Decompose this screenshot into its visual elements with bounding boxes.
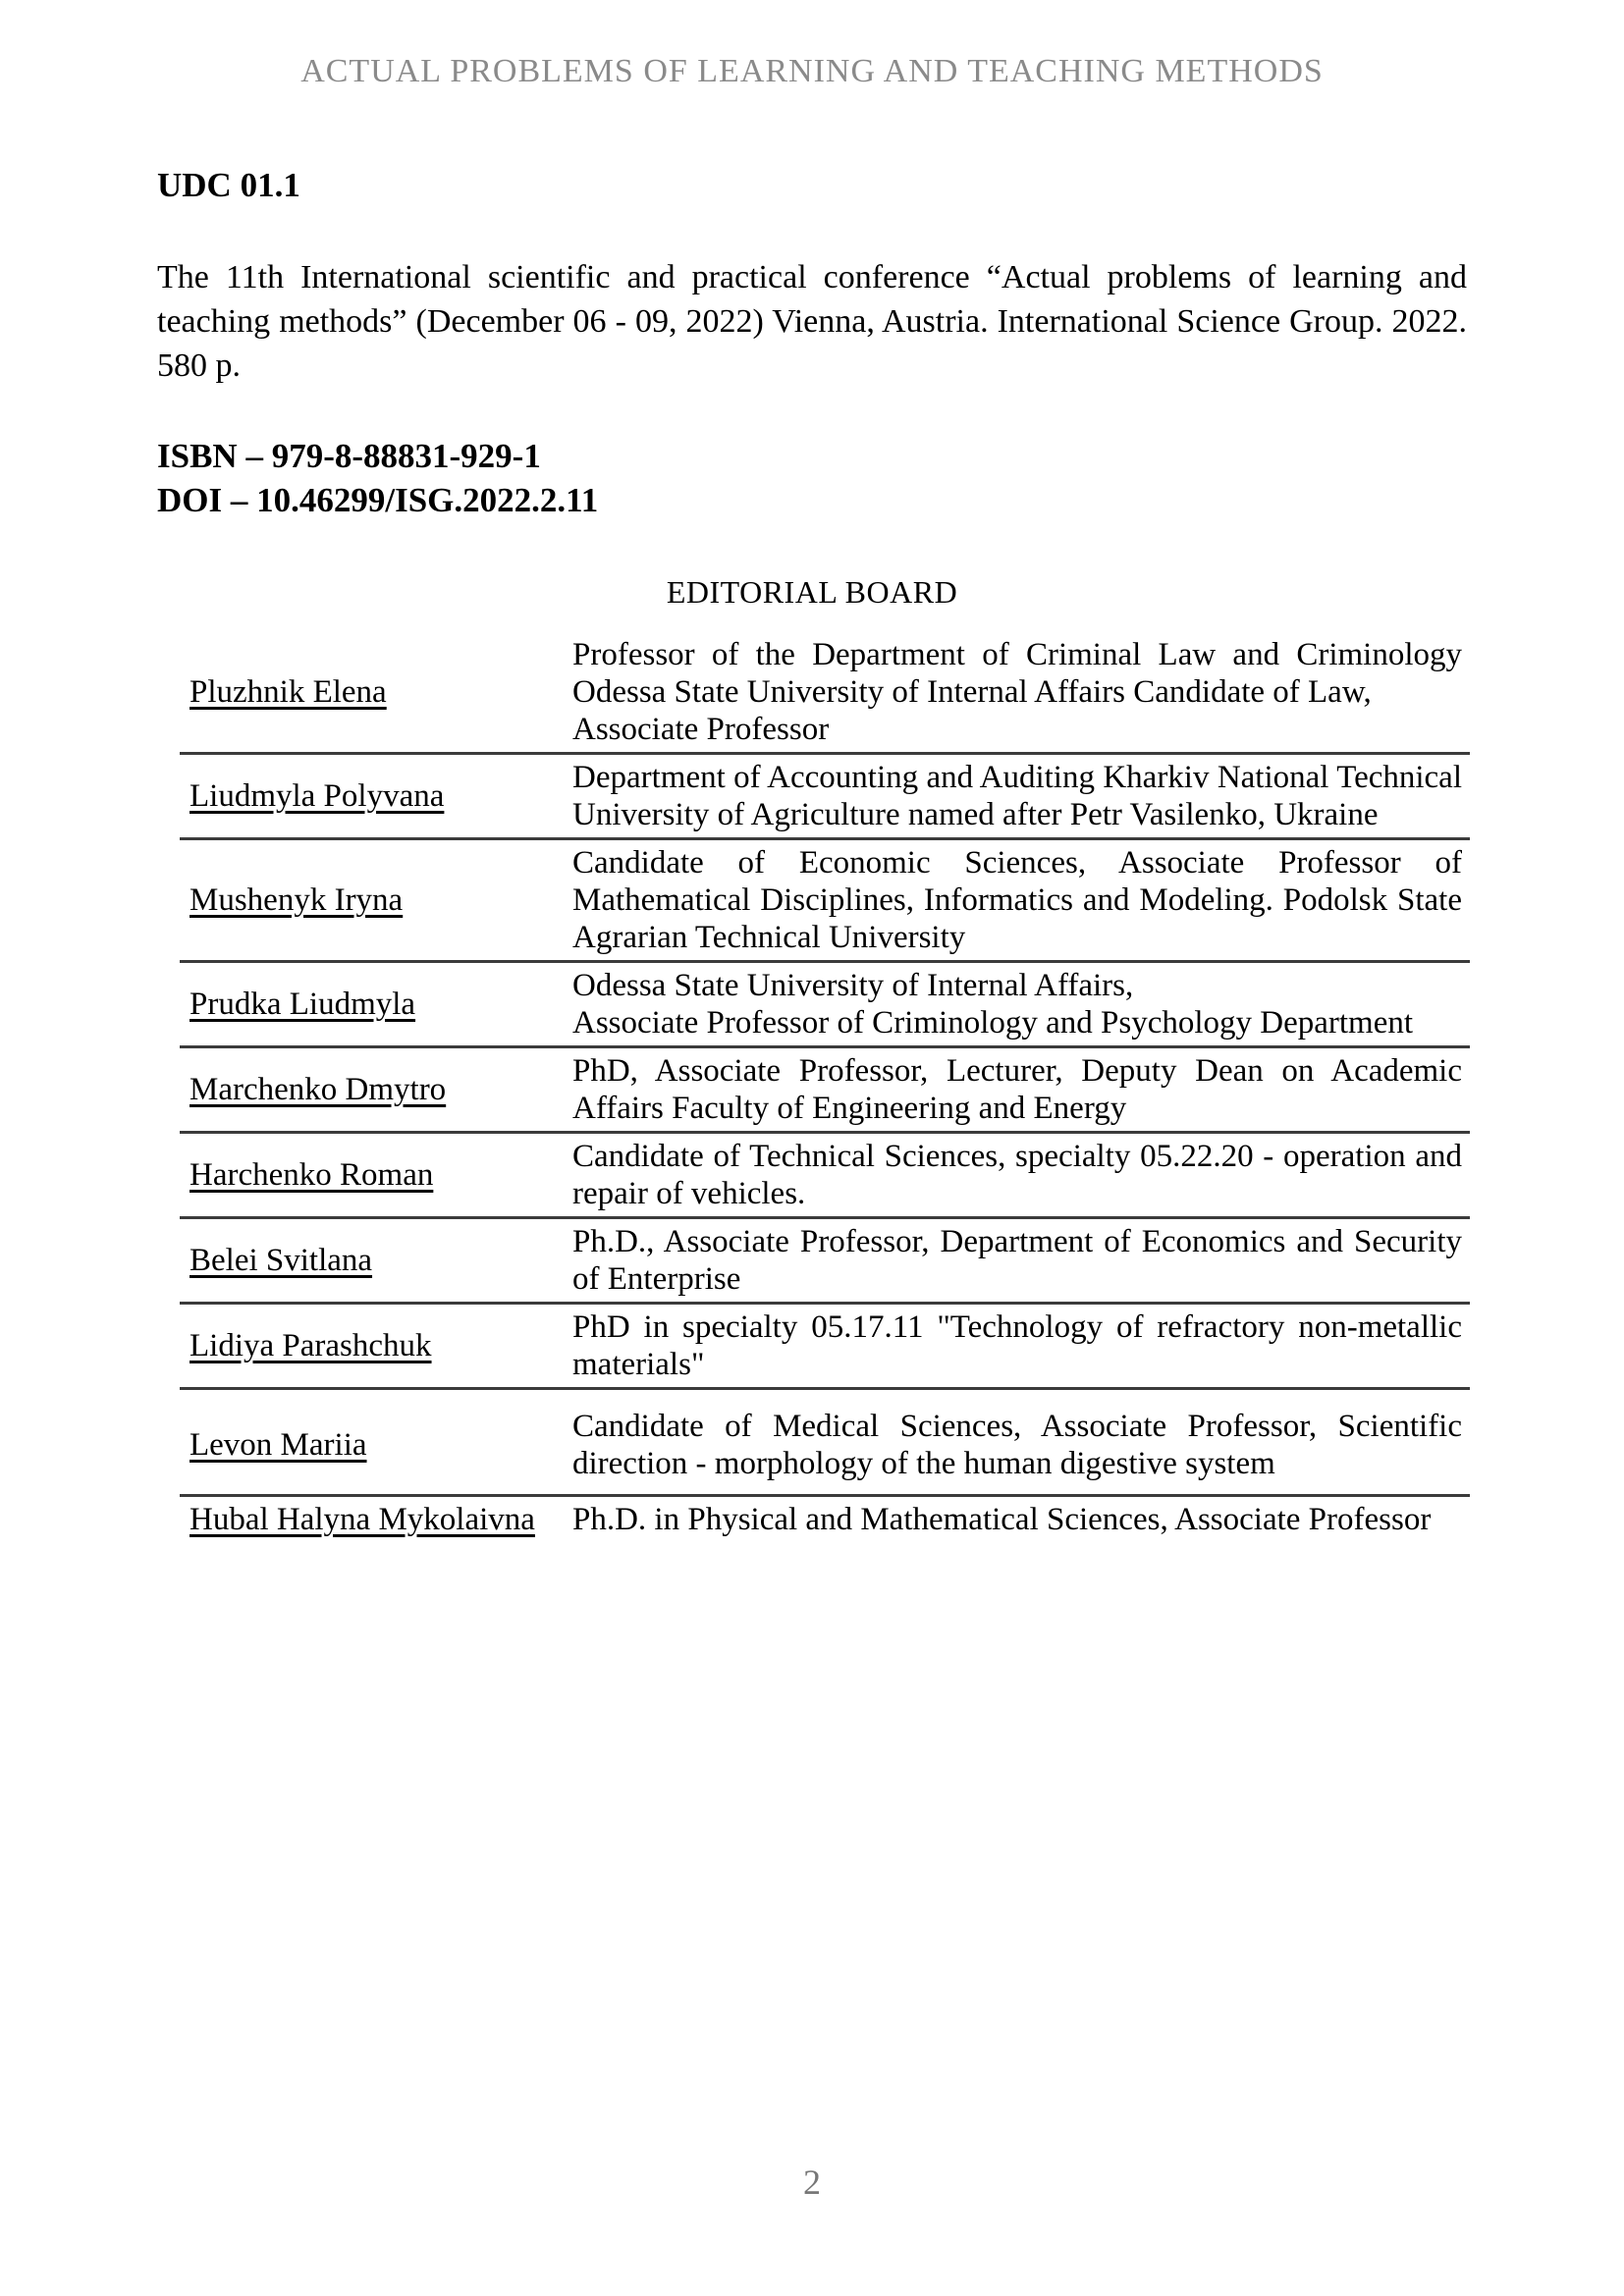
editor-name: Levon Mariia [189, 1427, 367, 1463]
editor-name: Harchenko Roman [189, 1157, 434, 1193]
editor-description-cell [563, 962, 1470, 1047]
editorial-board-table-body [180, 632, 1470, 1542]
editor-description-cell [563, 1496, 1470, 1543]
editor-description-cell [563, 1218, 1470, 1304]
editor-description-cell [563, 839, 1470, 962]
editor-name-cell [180, 632, 563, 754]
editor-name: Prudka Liudmyla [189, 987, 416, 1022]
editor-name-cell [180, 754, 563, 839]
editor-description-paragraph: PhD, Associate Professor, Lecturer, Deputy Dean on Academic Affairs Faculty of Engineering and Energy [572, 1053, 1462, 1126]
editor-name-cell [180, 1496, 563, 1543]
table-row [180, 1389, 1470, 1496]
editor-description-cell [563, 1133, 1470, 1218]
editor-name-cell [180, 1389, 563, 1496]
editor-name-cell [180, 962, 563, 1047]
isbn-line: ISBN – 979-8-88831-929-1 [157, 437, 541, 475]
editor-description-cell [563, 632, 1470, 754]
editor-name: Pluzhnik Elena [189, 674, 387, 710]
doi-line: DOI – 10.46299/ISG.2022.2.11 [157, 481, 599, 519]
table-row [180, 1047, 1470, 1133]
table-row [180, 754, 1470, 839]
table-row [180, 1304, 1470, 1389]
editor-description-cell [563, 754, 1470, 839]
table-row [180, 1133, 1470, 1218]
udc-code: UDC 01.1 [157, 166, 300, 204]
table-row [180, 632, 1470, 754]
editor-name-cell [180, 1218, 563, 1304]
editor-name: Hubal Halyna Mykolaivna [189, 1502, 535, 1537]
identifier-block [157, 434, 1467, 522]
editorial-board-table [180, 632, 1470, 1542]
editor-description-paragraph: Ph.D. in Physical and Mathematical Sciences, Associate Professor [572, 1502, 1432, 1537]
editor-description-paragraph: Department of Accounting and Auditing Kharkiv National Technical University of Agriculture named after Petr Vasilenko, Ukraine [572, 760, 1462, 832]
editor-description-paragraph: Professor of the Department of Criminal Law and Criminology Odessa State University of Internal Affairs Candidate of Law, [572, 637, 1462, 710]
editor-description-paragraph: Odessa State University of Internal Affairs, [572, 968, 1134, 1003]
editor-name-cell [180, 1047, 563, 1133]
editor-name: Liudmyla Polyvana [189, 778, 445, 814]
editor-name-cell [180, 1304, 563, 1389]
editor-description-paragraph: Candidate of Technical Sciences, specialty 05.22.20 - operation and repair of vehicles. [572, 1139, 1462, 1211]
table-row [180, 1496, 1470, 1543]
table-row [180, 839, 1470, 962]
editor-description-paragraph: Candidate of Medical Sciences, Associate Professor, Scientific direction - morphology of the human digestive system [572, 1409, 1462, 1481]
editor-name-cell [180, 839, 563, 962]
conference-citation: The 11th International scientific and practical conference “Actual problems of learning and teaching methods” (December 06 - 09, 2022) Vienna, Austria. International Science Group. 2022. 580 p. [157, 259, 1467, 384]
editor-name: Lidiya Parashchuk [189, 1328, 432, 1363]
table-row [180, 1218, 1470, 1304]
editor-name: Belei Svitlana [189, 1243, 373, 1278]
editor-description-cell [563, 1304, 1470, 1389]
editor-name: Mushenyk Iryna [189, 882, 404, 918]
editor-name: Marchenko Dmytro [189, 1072, 447, 1107]
page-number: 2 [803, 2163, 821, 2202]
table-row [180, 962, 1470, 1047]
editor-description-paragraph: PhD in specialty 05.17.11 "Technology of refractory non-metallic materials" [572, 1309, 1462, 1382]
editor-description-paragraph: Associate Professor of Criminology and Psychology Department [572, 1005, 1414, 1041]
editor-description-cell [563, 1047, 1470, 1133]
editor-name-cell [180, 1133, 563, 1218]
editor-description-paragraph: Ph.D., Associate Professor, Department of Economics and Security of Enterprise [572, 1224, 1462, 1297]
section-title-editorial-board: EDITORIAL BOARD [666, 574, 958, 610]
editor-description-cell [563, 1389, 1470, 1496]
running-header: ACTUAL PROBLEMS OF LEARNING AND TEACHING METHODS [300, 53, 1324, 89]
editor-description-paragraph: Associate Professor [572, 712, 830, 747]
editor-description-paragraph: Candidate of Economic Sciences, Associate Professor of Mathematical Disciplines, Informatics and Modeling. Podolsk State Agrarian Technical University [572, 845, 1462, 955]
